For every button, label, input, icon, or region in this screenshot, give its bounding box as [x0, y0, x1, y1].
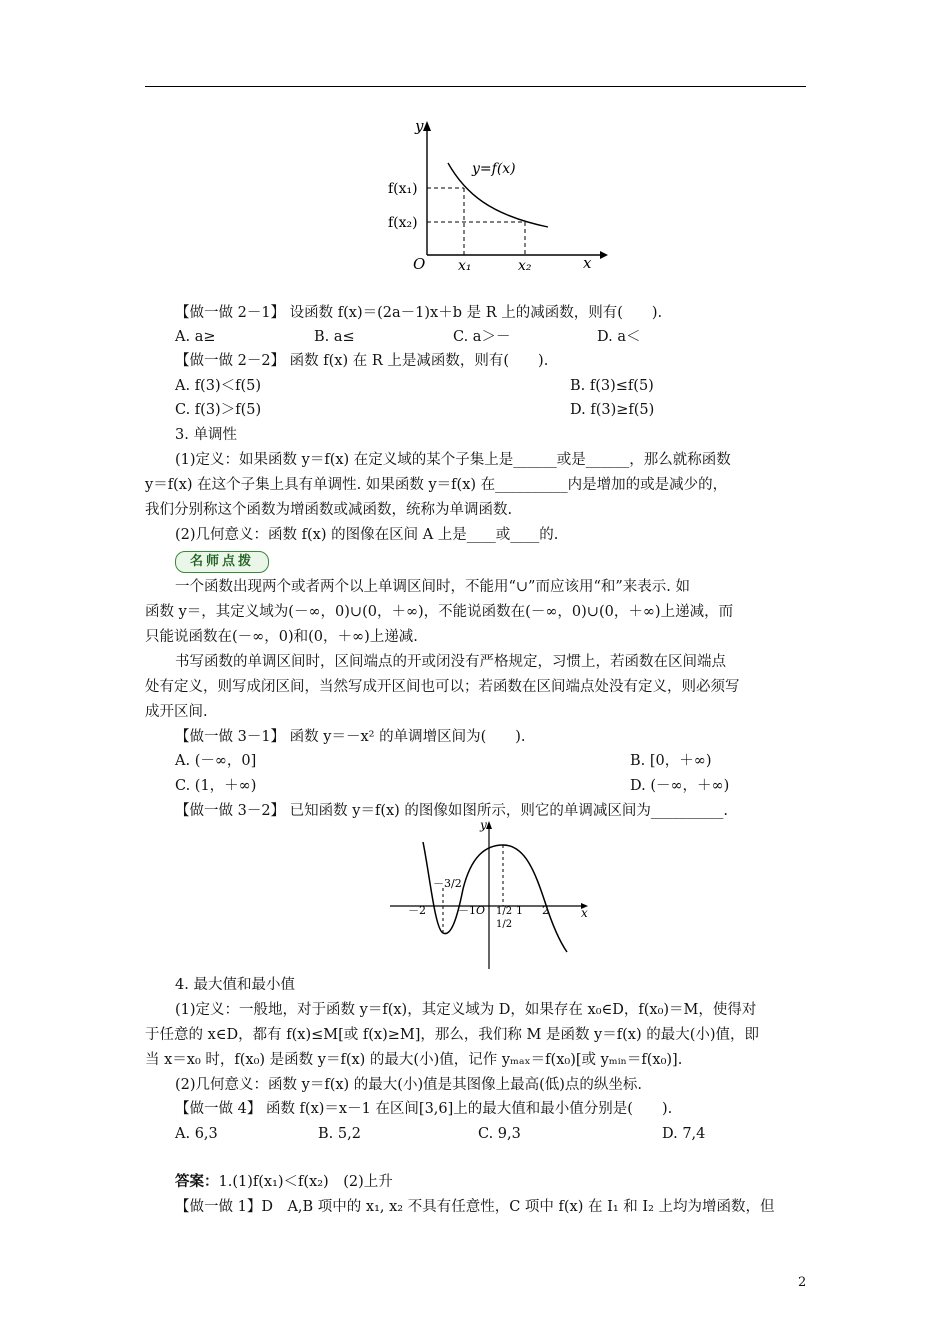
- section3-def-line1: (1)定义：如果函数 y＝f(x) 在定义域的某个子集上是______或是______，那么就称函数: [175, 452, 731, 468]
- q32-stem: 【做一做 3－2】 已知函数 y＝f(x) 的图像如图所示，则它的单调减区间为__________.: [175, 803, 729, 819]
- q4-stem: 【做一做 4】 函数 f(x)＝x－1 在区间[3,6]上的最大值和最小值分别是( ).: [175, 1101, 673, 1117]
- q22-option-b: B. f(3)≤f(5): [570, 378, 654, 394]
- decreasing-function-figure: [385, 115, 610, 280]
- answers-line1-text: 1.(1)f(x₁)＜f(x₂) (2)上升: [218, 1174, 393, 1190]
- q4-option-a: A. 6,3: [175, 1126, 218, 1142]
- header-rule: [145, 86, 806, 87]
- fig2-y-label: y: [480, 818, 487, 832]
- x2-label: x₂: [518, 258, 532, 274]
- q31-option-b: B. [0，＋∞): [630, 753, 712, 769]
- q21-option-d: D. a＜: [597, 329, 641, 345]
- answers-label: 答案：: [175, 1173, 219, 1190]
- section4-def-line3: 当 x＝x₀ 时，f(x₀) 是函数 y＝f(x) 的最大(小)值，记作 yₘₐₓ＝f(x₀)[或 yₘᵢₙ＝f(x₀)].: [145, 1052, 683, 1068]
- x-axis-label: x: [583, 254, 592, 272]
- q22-option-a: A. f(3)＜f(5): [175, 378, 262, 394]
- answers-line2: 【做一做 1】D A,B 项中的 x₁, x₂ 不具有任意性，C 项中 f(x) 在 I₁ 和 I₂ 上均为增函数，但: [175, 1199, 775, 1215]
- section3-title: 3. 单调性: [175, 427, 237, 443]
- fx1-label: f(x₁): [388, 181, 418, 197]
- curve-label: y=f(x): [472, 161, 516, 177]
- tip-p2: 函数 y＝，其定义域为(－∞，0)∪(0，＋∞)，不能说函数在(－∞，0)∪(0，＋∞)上递减，而: [145, 604, 734, 620]
- fig2-half-below: 1/2: [496, 919, 513, 930]
- tip-badge: 名师点拨: [175, 551, 269, 573]
- tip-p6: 成开区间.: [145, 704, 208, 720]
- q22-stem: 【做一做 2－2】 函数 f(x) 在 R 上是减函数，则有( ).: [175, 353, 549, 369]
- tip-p5: 处有定义，则写成闭区间，当然写成开区间也可以；若函数在区间端点处没有定义，则必须写: [145, 679, 740, 695]
- fig2-tick-2: 2: [542, 904, 549, 917]
- q31-stem: 【做一做 3－1】 函数 y＝－x² 的单调增区间为( ).: [175, 729, 526, 745]
- section3-geo: (2)几何意义：函数 f(x) 的图像在区间 A 上是____或____的.: [175, 527, 559, 543]
- fig2-origin: O: [476, 904, 486, 917]
- q31-option-c: C. (1，＋∞): [175, 778, 257, 794]
- tip-p1: 一个函数出现两个或者两个以上单调区间时，不能用“∪”而应该用“和”来表示. 如: [175, 579, 691, 595]
- q31-option-a: A. (－∞，0]: [175, 753, 257, 769]
- q31-option-d: D. (－∞，＋∞): [630, 778, 730, 794]
- q4-option-b: B. 5,2: [318, 1126, 361, 1142]
- section3-def-line2: y＝f(x) 在这个子集上具有单调性. 如果函数 y＝f(x) 在__________内是增加的或是减少的，: [145, 477, 728, 493]
- q4-option-d: D. 7,4: [662, 1126, 706, 1142]
- origin-label: O: [413, 255, 426, 273]
- tip-p4: 书写函数的单调区间时，区间端点的开或闭没有严格规定，习惯上，若函数在区间端点: [175, 654, 726, 670]
- section4-def-line1: (1)定义：一般地，对于函数 y＝f(x)，其定义域为 D，如果存在 x₀∈D，f(x₀)＝M，使得对: [175, 1002, 757, 1018]
- page-number: 2: [798, 1275, 807, 1290]
- fig2-tick-neg2: －2: [408, 904, 426, 917]
- q21-stem: 【做一做 2－1】 设函数 f(x)＝(2a－1)x＋b 是 R 上的减函数，则有( ).: [175, 305, 663, 321]
- q21-option-a: A. a≥: [175, 329, 216, 345]
- fig2-tick-neg1: －1: [458, 904, 476, 917]
- q22-option-c: C. f(3)＞f(5): [175, 402, 262, 418]
- q21-option-b: B. a≤: [314, 329, 355, 345]
- tip-p3: 只能说函数在(－∞，0)和(0，＋∞)上递减.: [145, 629, 418, 645]
- fx2-label: f(x₂): [388, 215, 418, 231]
- section4-title: 4. 最大值和最小值: [175, 977, 295, 993]
- x1-label: x₁: [458, 258, 472, 274]
- fig2-tick-half: 1/2: [496, 906, 513, 917]
- fig2-tick-1: 1: [516, 904, 523, 917]
- fig2-x-label: x: [581, 906, 588, 920]
- q22-option-d: D. f(3)≥f(5): [570, 402, 655, 418]
- section4-def-line2: 于任意的 x∈D，都有 f(x)≤M[或 f(x)≥M]，那么，我们称 M 是函数 y＝f(x) 的最大(小)值，即: [145, 1027, 760, 1043]
- function-graph-figure: [385, 817, 595, 973]
- answers-line1: [175, 1172, 393, 1192]
- section3-def-line3: 我们分别称这个函数为增函数或减函数，统称为单调函数.: [145, 502, 513, 518]
- section4-geo: (2)几何意义：函数 y＝f(x) 的最大(小)值是其图像上最高(低)点的纵坐标.: [175, 1077, 643, 1093]
- q4-option-c: C. 9,3: [478, 1126, 521, 1142]
- fig2-neg-three-halves: －3/2: [433, 877, 462, 890]
- y-axis-label: y: [415, 117, 424, 135]
- q21-option-c: C. a＞－: [453, 329, 511, 345]
